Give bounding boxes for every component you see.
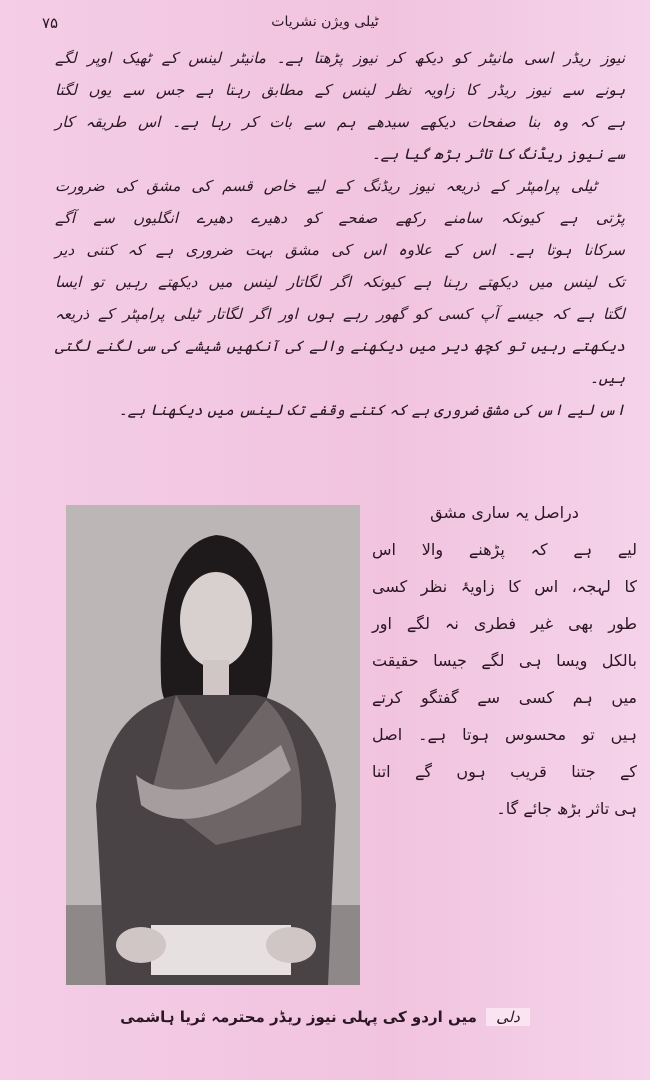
text-line: لیے ہے کہ پڑھنے والا اس (372, 540, 637, 559)
text-line: ہے کہ وہ بنا صفحات دیکھے سیدھے ہم سے بات کر رہا ہے۔ اس طریقہ کار (55, 113, 625, 131)
text-line: پڑتی ہے کیونکہ سامنے رکھے صفحے کو دھیرے دھیرے انگلیوں سے آگے (55, 209, 625, 227)
text-line: طور بھی غیر فطری نہ لگے اور (372, 614, 637, 633)
running-title: ٹیلی ویژن نشریات (271, 14, 379, 30)
text-line: کے جتنا قریب ہوں گے اتنا (372, 762, 637, 781)
text-line: دیکھتے رہیں تو کچھ دیر میں دیکھنے والے کی آنکھیں شیشے کی سی لگنے لگتی ہیں۔ (55, 337, 625, 387)
text-line: نیوز ریڈر اسی مانیٹر کو دیکھ کر نیوز پڑھتا ہے۔ مانیٹر لینس کے ٹھیک اوپر لگے (55, 49, 625, 67)
text-line: ہی تاثر بڑھ جائے گا۔ (496, 799, 637, 818)
text-line: بالکل ویسا ہی لگے جیسا حقیقت (372, 651, 637, 670)
photo-caption (0, 1008, 650, 1026)
text-line: تک لینس میں دیکھتے رہنا ہے کیونکہ اگر لگاتار لینس میں دیکھتے رہیں تو ایسا (55, 273, 625, 291)
caption-text: میں اردو کی پہلی نیوز ریڈر محترمہ ثریا ہاشمی (120, 1008, 477, 1026)
text-line: اس لیے اس کی مشق ضروری ہے کہ کتنے وقفے تک لینس میں دیکھنا ہے۔ (118, 401, 625, 419)
text-line: کا لہجہ، اس کا زاویۂ نظر کسی (372, 577, 637, 596)
page-number: ۷۵ (42, 14, 59, 32)
text-line: ٹیلی پرامپٹر کے ذریعہ نیوز ریڈنگ کے لیے خاص قسم کی مشق کی ضرورت (55, 177, 597, 195)
caption-handwritten: دلی (486, 1008, 530, 1026)
portrait-photo (66, 505, 360, 985)
main-text (55, 42, 625, 426)
text-line: دراصل یہ ساری مشق (430, 503, 579, 522)
text-line: لگتا ہے کہ جیسے آپ کسی کو گھور رہے ہوں اور اگر لگاتار ٹیلی پرامپٹر کے ذریعہ (55, 305, 625, 323)
text-line: میں ہم کسی سے گفتگو کرتے (372, 688, 637, 707)
text-line: سے نیوز ریڈنگ کا تاثر بڑھ گیا ہے۔ (371, 145, 625, 163)
side-column-text (372, 494, 637, 827)
text-line: سرکانا ہوتا ہے۔ اس کے علاوہ اس کی مشق بہت ضروری ہے کہ کتنی دیر (55, 241, 625, 259)
text-line: ہیں تو محسوس ہوتا ہے۔ اصل (372, 725, 637, 744)
text-line: ہونے سے نیوز ریڈر کا زاویہ نظر لینس کے مطابق رہتا ہے جس سے یوں لگتا (55, 81, 625, 99)
